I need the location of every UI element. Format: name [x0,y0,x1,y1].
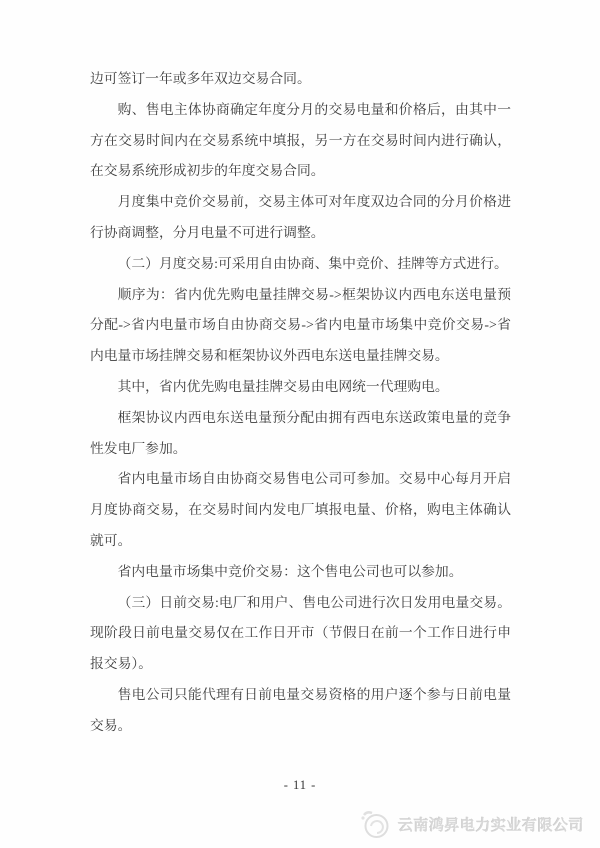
paragraph: 购、售电主体协商确定年度分月的交易电量和价格后，由其中一方在交易时间内在交易系统中填报，另一方在交易时间内进行确认，在交易系统形成初步的年度交易合同。 [90,101,511,179]
paragraph: 其中，省内优先购电量挂牌交易由电网统一代理购电。 [117,378,449,394]
paragraph: 售电公司只能代理有日前电量交易资格的用户逐个参与日前电量交易。 [90,686,511,733]
company-watermark [359,806,584,842]
paragraph: 顺序为：省内优先购电量挂牌交易->框架协议内西电东送电量预分配->省内电量市场自由协商交易->省内电量市场集中竞价交易->省内电量市场挂牌交易和框架协议外西电东送电量挂牌交易。 [90,286,511,364]
page-number: - 11 - [283,778,317,792]
company-logo-circular-emblem-icon [359,807,391,841]
paragraph: 省内电量市场自由协商交易售电公司可参加。交易中心每月开启月度协商交易，在交易时间内发电厂填报电量、价格，购电主体确认就可。 [90,471,511,548]
paragraph: （二）月度交易:可采用自由协商、集中竞价、挂牌等方式进行。 [117,255,508,271]
paragraph: 月度集中竞价交易前，交易主体可对年度双边合同的分月价格进行协商调整，分月电量不可进行调整。 [90,194,511,240]
document-body [90,64,511,742]
paragraph: （三）日前交易:电厂和用户、售电公司进行次日发用电量交易。现阶段日前电量交易仅在工作日开市（节假日在前一个工作日进行申报交易）。 [90,594,511,672]
company-name: 云南鸿昇电力实业有限公司 [397,816,584,834]
paragraph: 省内电量市场集中竞价交易：这个售电公司也可以参加。 [117,563,463,579]
paragraph: 框架协议内西电东送电量预分配由拥有西电东送政策电量的竞争性发电厂参加。 [90,409,511,456]
paragraph: 边可签订一年或多年双边交易合同。 [90,71,311,86]
